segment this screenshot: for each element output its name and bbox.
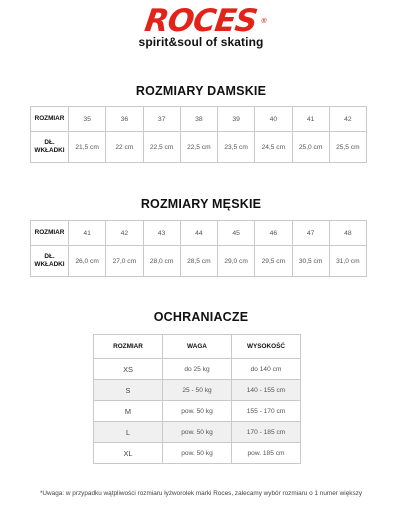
logo-brand-text: ROCES — [142, 3, 260, 39]
size-cell: 42 — [106, 221, 143, 246]
men-size-row — [31, 221, 367, 246]
guard-size-cell: XS — [94, 359, 163, 380]
men-size-table — [30, 220, 367, 277]
size-cell: 42 — [329, 107, 366, 132]
size-cell: 38 — [180, 107, 217, 132]
guards-title: OCHRANIACZE — [153, 310, 249, 324]
row-label-size: ROZMIAR — [31, 107, 69, 132]
table-row — [94, 401, 301, 422]
guard-weight-cell: do 25 kg — [163, 359, 232, 380]
women-insole-row — [31, 132, 367, 163]
insole-cell: 26,0 cm — [69, 246, 106, 277]
size-cell: 44 — [180, 221, 217, 246]
row-label-size: ROZMIAR — [31, 221, 69, 246]
guard-size-cell: M — [94, 401, 163, 422]
guard-height-cell: 170 - 185 cm — [232, 422, 301, 443]
guard-weight-cell: 25 - 50 kg — [163, 380, 232, 401]
table-row — [94, 380, 301, 401]
guard-size-cell: S — [94, 380, 163, 401]
insole-cell: 21,5 cm — [69, 132, 106, 163]
size-cell: 47 — [292, 221, 329, 246]
logo-wordmark — [142, 3, 268, 39]
roces-logo — [0, 4, 402, 49]
insole-cell: 22 cm — [106, 132, 143, 163]
size-cell: 35 — [69, 107, 106, 132]
insole-cell: 31,0 cm — [329, 246, 366, 277]
insole-cell: 29,0 cm — [218, 246, 255, 277]
size-cell: 45 — [218, 221, 255, 246]
size-cell: 46 — [255, 221, 292, 246]
header-weight: WAGA — [163, 335, 232, 359]
size-cell: 36 — [106, 107, 143, 132]
table-row — [94, 359, 301, 380]
insole-cell: 23,5 cm — [218, 132, 255, 163]
guard-weight-cell: pow. 50 kg — [163, 443, 232, 464]
insole-cell: 25,0 cm — [292, 132, 329, 163]
insole-cell: 24,5 cm — [255, 132, 292, 163]
men-insole-row — [31, 246, 367, 277]
size-cell: 37 — [143, 107, 180, 132]
women-sizes-title: ROZMIARY DAMSKIE — [135, 84, 267, 98]
size-cell: 41 — [292, 107, 329, 132]
guard-height-cell: 155 - 170 cm — [232, 401, 301, 422]
row-label-insole: DŁ. WKŁADKI — [31, 132, 69, 163]
table-row — [94, 422, 301, 443]
guards-header-row — [94, 335, 301, 359]
insole-cell: 22,5 cm — [143, 132, 180, 163]
logo-tagline: spirit&soul of skating — [138, 35, 264, 49]
women-size-row — [31, 107, 367, 132]
table-row — [94, 443, 301, 464]
guard-size-cell: XL — [94, 443, 163, 464]
registered-mark: ® — [260, 17, 268, 25]
size-cell: 48 — [329, 221, 366, 246]
size-cell: 39 — [218, 107, 255, 132]
guard-weight-cell: pow. 50 kg — [163, 401, 232, 422]
guard-height-cell: pow. 185 cm — [232, 443, 301, 464]
guard-size-cell: L — [94, 422, 163, 443]
header-height: WYSOKOŚĆ — [232, 335, 301, 359]
insole-cell: 27,0 cm — [106, 246, 143, 277]
women-size-table — [30, 106, 367, 163]
guards-size-table — [93, 334, 301, 464]
guard-height-cell: do 140 cm — [232, 359, 301, 380]
row-label-insole: DŁ. WKŁADKI — [31, 246, 69, 277]
insole-cell: 25,5 cm — [329, 132, 366, 163]
size-cell: 40 — [255, 107, 292, 132]
insole-cell: 29,5 cm — [255, 246, 292, 277]
size-cell: 43 — [143, 221, 180, 246]
size-advice-footnote: *Uwaga: w przypadku wątpliwości rozmiaru łyżworolek marki Roces, zalecamy wybór rozmiaru o 1 numer większy — [39, 490, 363, 497]
insole-cell: 28,0 cm — [143, 246, 180, 277]
insole-cell: 22,5 cm — [180, 132, 217, 163]
men-sizes-title: ROZMIARY MĘSKIE — [140, 197, 262, 211]
header-size: ROZMIAR — [94, 335, 163, 359]
size-cell: 41 — [69, 221, 106, 246]
guard-height-cell: 140 - 155 cm — [232, 380, 301, 401]
insole-cell: 30,5 cm — [292, 246, 329, 277]
guard-weight-cell: pow. 50 kg — [163, 422, 232, 443]
insole-cell: 28,5 cm — [180, 246, 217, 277]
